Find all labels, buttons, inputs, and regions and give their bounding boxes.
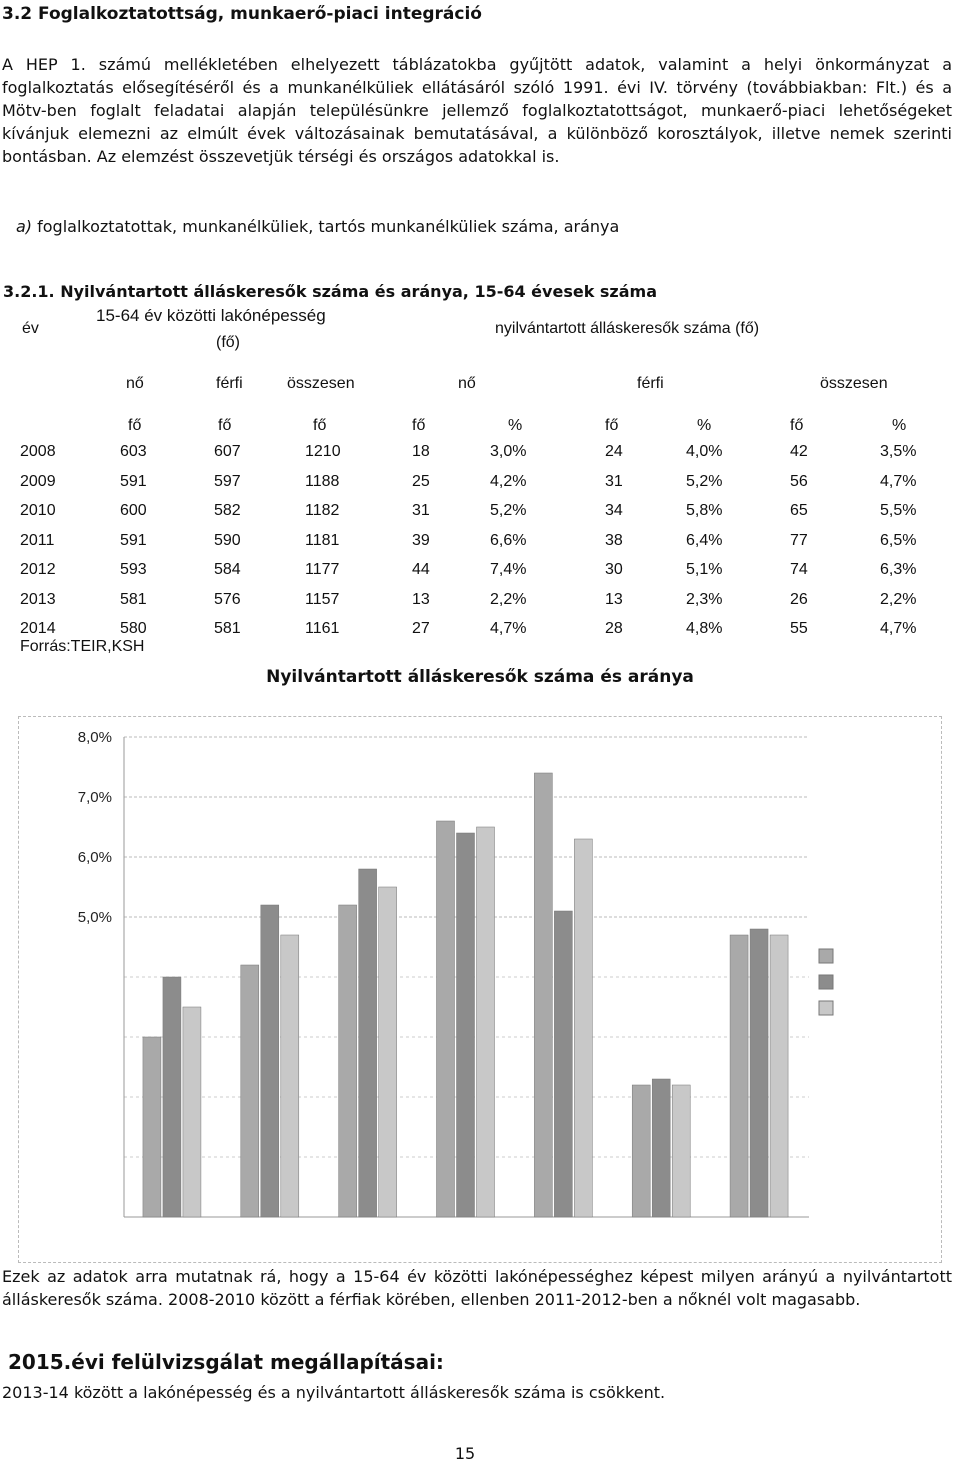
table-cell: 38 — [605, 531, 623, 549]
row-year: 2008 — [20, 443, 56, 460]
table-cell: 31 — [412, 502, 430, 519]
table-cell: 591 — [120, 531, 147, 549]
table-row — [0, 502, 945, 528]
table-cell: 581 — [120, 590, 147, 608]
table-cell: 13 — [605, 590, 623, 608]
table-cell: 2,2% — [490, 590, 527, 608]
subsection-title — [16, 217, 619, 236]
unit-cell: fő — [313, 417, 327, 434]
table-cell: 39 — [412, 531, 430, 549]
row-year: 2014 — [20, 620, 56, 637]
table-source: Forrás:TEIR,KSH — [20, 638, 145, 655]
table-cell: 1182 — [305, 502, 340, 519]
group1-header-line1: 15-64 év közötti lakónépesség — [96, 306, 326, 325]
table-cell: 5,1% — [686, 561, 723, 578]
table-cell: 30 — [605, 561, 623, 578]
table-cell: 607 — [214, 443, 241, 460]
col-year-header: év — [22, 320, 39, 337]
bar-2012-series-1 — [534, 773, 552, 1217]
table-cell: 6,3% — [880, 561, 917, 578]
subhead-cell: férfi — [637, 375, 664, 392]
bar-2009-series-1 — [241, 965, 259, 1217]
table-cell: 13 — [412, 590, 430, 608]
table-cell: 576 — [214, 590, 241, 608]
bar-2014-series-2 — [750, 929, 768, 1217]
section-heading: 3.2 Foglalkoztatottság, munkaerő-piaci integráció — [2, 4, 482, 24]
table-cell: 5,5% — [880, 502, 917, 519]
table-cell: 55 — [790, 620, 808, 637]
bar-2010-series-1 — [339, 905, 357, 1217]
subhead-cell: összesen — [820, 375, 888, 392]
group1-header-line2: (fő) — [216, 334, 240, 351]
table-cell: 6,5% — [880, 531, 917, 549]
unit-cell: fő — [605, 417, 619, 434]
table-row — [0, 591, 945, 617]
table-cell: 603 — [120, 443, 147, 460]
bar-2012-series-3 — [574, 839, 592, 1217]
table-cell: 3,0% — [490, 443, 527, 460]
table-row — [0, 443, 945, 469]
table-cell: 7,4% — [490, 561, 527, 578]
table-cell: 1157 — [305, 590, 340, 608]
table-cell: 4,7% — [880, 472, 917, 490]
row-year: 2013 — [20, 590, 56, 608]
subhead-cell: összesen — [287, 375, 355, 392]
table-cell: 4,7% — [880, 620, 917, 637]
table-cell: 6,4% — [686, 531, 723, 549]
subhead-cell: férfi — [216, 375, 243, 392]
y-tick-label: 8,0% — [77, 729, 112, 746]
table-cell: 1188 — [305, 472, 340, 490]
table-cell: 42 — [790, 443, 808, 460]
table-row — [0, 473, 945, 499]
table-cell: 5,2% — [490, 502, 527, 519]
y-tick-label: 5,0% — [77, 909, 112, 926]
review-heading: 2015.évi felülvizsgálat megállapításai: — [8, 1350, 444, 1374]
subhead-cell: nő — [126, 375, 144, 392]
page-number: 15 — [454, 1444, 476, 1463]
table-cell: 590 — [214, 531, 241, 549]
bar-2008-series-3 — [183, 1007, 201, 1217]
conclusion-paragraph: Ezek az adatok arra mutatnak rá, hogy a 15-64 év közötti lakónépességhez képest milyen arányú a nyilvántartott álláskeresők száma. 2008-2010 között a férfiak körében, ellenben 2011-2012-ben a nőknél volt magasabb. — [2, 1267, 952, 1309]
bar-2011-series-1 — [437, 821, 455, 1217]
table-cell: 31 — [605, 472, 623, 490]
legend-marker — [819, 975, 833, 989]
table-cell: 2,3% — [686, 590, 723, 608]
table-row — [0, 561, 945, 587]
bar-2012-series-2 — [554, 911, 572, 1217]
group2-header: nyilvántartott álláskeresők száma (fő) — [495, 320, 760, 337]
table-cell: 580 — [120, 620, 147, 637]
table-cell: 27 — [412, 620, 430, 637]
legend-marker — [819, 949, 833, 963]
table-cell: 26 — [790, 590, 808, 608]
unit-cell: fő — [790, 417, 804, 434]
chart-title: Nyilvántartott álláskeresők száma és aránya — [266, 667, 694, 687]
bar-2014-series-3 — [770, 935, 788, 1217]
table-cell: 56 — [790, 472, 808, 490]
unit-cell: % — [892, 417, 907, 434]
table-cell: 581 — [214, 620, 241, 637]
row-year: 2011 — [20, 531, 55, 549]
bar-2013-series-3 — [672, 1085, 690, 1217]
table-cell: 593 — [120, 561, 147, 578]
table-units-row — [0, 417, 945, 443]
table-cell: 1210 — [305, 443, 341, 460]
subhead-cell: nő — [458, 375, 476, 392]
table-cell: 4,2% — [490, 472, 527, 490]
table-cell: 3,5% — [880, 443, 917, 460]
table-cell: 77 — [790, 531, 808, 549]
row-year: 2010 — [20, 502, 56, 519]
y-tick-label: 7,0% — [77, 789, 112, 806]
bar-2010-series-3 — [379, 887, 397, 1217]
table-subheader-row — [0, 375, 945, 401]
bar-chart — [19, 717, 941, 1262]
table-cell: 65 — [790, 502, 808, 519]
table-cell: 5,2% — [686, 472, 723, 490]
table-cell: 1181 — [305, 531, 340, 549]
bar-2011-series-3 — [477, 827, 495, 1217]
bar-2013-series-1 — [632, 1085, 650, 1217]
table-cell: 600 — [120, 502, 147, 519]
table-caption: 3.2.1. Nyilvántartott álláskeresők száma és aránya, 15-64 évesek száma — [3, 282, 657, 301]
unit-cell: % — [697, 417, 712, 434]
table-cell: 4,7% — [490, 620, 527, 637]
table-row — [0, 532, 945, 558]
bar-2008-series-1 — [143, 1037, 161, 1217]
bar-2009-series-3 — [281, 935, 299, 1217]
table-cell: 4,8% — [686, 620, 723, 637]
table-cell: 584 — [214, 561, 241, 578]
table-cell: 1177 — [305, 561, 340, 578]
table-cell: 5,8% — [686, 502, 723, 519]
table-cell: 2,2% — [880, 590, 917, 608]
bar-2008-series-2 — [163, 977, 181, 1217]
unit-cell: fő — [128, 417, 142, 434]
table-cell: 44 — [412, 561, 430, 578]
table-cell: 4,0% — [686, 443, 723, 460]
row-year: 2012 — [20, 561, 56, 578]
review-text: 2013-14 között a lakónépesség és a nyilvántartott álláskeresők száma is csökkent. — [2, 1383, 666, 1402]
chart-frame — [18, 716, 942, 1263]
bar-2010-series-2 — [359, 869, 377, 1217]
unit-cell: fő — [218, 417, 232, 434]
row-year: 2009 — [20, 472, 56, 490]
table-cell: 24 — [605, 443, 623, 460]
y-tick-label: 6,0% — [77, 849, 112, 866]
table-cell: 34 — [605, 502, 623, 519]
unit-cell: fő — [412, 417, 426, 434]
table-cell: 591 — [120, 472, 147, 490]
table-cell: 6,6% — [490, 531, 527, 549]
legend-marker — [819, 1001, 833, 1015]
table-cell: 28 — [605, 620, 623, 637]
table-cell: 1161 — [305, 620, 340, 637]
bar-2011-series-2 — [457, 833, 475, 1217]
unit-cell: % — [508, 417, 523, 434]
subsection-letter: a) — [16, 217, 33, 236]
table-cell: 582 — [214, 502, 241, 519]
bar-2009-series-2 — [261, 905, 279, 1217]
table-cell: 597 — [214, 472, 241, 490]
subsection-text: foglalkoztatottak, munkanélküliek, tartós munkanélküliek száma, aránya — [32, 217, 620, 236]
table-cell: 74 — [790, 561, 808, 578]
bar-2014-series-1 — [730, 935, 748, 1217]
table-cell: 18 — [412, 443, 430, 460]
bar-2013-series-2 — [652, 1079, 670, 1217]
table-cell: 25 — [412, 472, 430, 490]
intro-paragraph: A HEP 1. számú mellékletében elhelyezett táblázatokba gyűjtött adatok, valamint a helyi önkormányzat a foglalkoztatás elősegítéséről és a munkanélküliek ellátásáról szóló 1991. évi IV. törvény (továbbiakban: Flt.) és a Mötv-ben foglalt feladatai alapján településünkre jellemző foglalkoztatottságot, munkaerő-piaci lehetőségeket kívánjuk elemezni az elmúlt évek változásainak bemutatásával, a különböző korosztályok, illetve nemek szerinti bontásban. Az elemzést összevetjük térségi és országos adatokkal is. — [2, 55, 952, 166]
